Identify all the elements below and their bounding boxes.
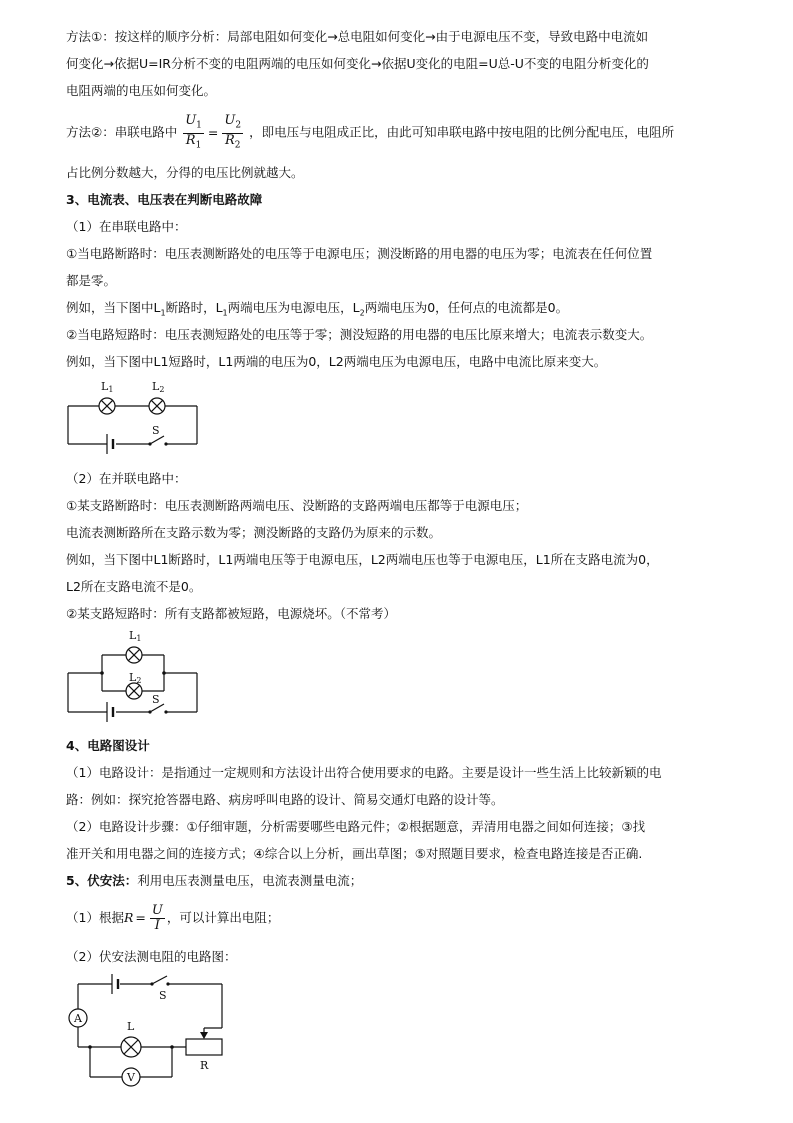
switch-s-label: S <box>152 693 160 706</box>
voltmeter-label: V <box>127 1071 135 1084</box>
method1-line2: 何变化→依据U=IR分析不变的电阻两端的电压如何变化→依据U变化的电阻=U总-U不变的电阻分析变化的 <box>66 56 649 71</box>
section5-p1: （1）根据R = $\frac{U}{I}$ ，可以计算出电阻； <box>66 903 280 933</box>
section4-p1b: 路：例如：探究抢答器电路、病房呼叫电路的设计、简易交通灯电路的设计等。 <box>66 792 504 807</box>
section3-example1: 例如，当下图中$L_1$断路时，$L_1$两端电压为电源电压，$L_2$两端电压为0，任何点的电流都是0。 <box>66 300 569 318</box>
lamp-l2-label: L2 <box>129 671 142 685</box>
section4-title: 4、电路图设计 <box>66 738 150 753</box>
method1-line1: 方法①：按这样的顺序分析：局部电阻如何变化→总电阻如何变化→由于电源电压不变，导致电路中电流如 <box>66 29 649 44</box>
section4-p2a: （2）电路设计步骤：①仔细审题，分析需要哪些电路元件；②根据题意，弄清用电器之间如何连接；③找 <box>66 819 646 834</box>
voltammetry-circuit-diagram <box>60 972 235 1090</box>
section3-example3a: 例如，当下图中L1断路时，L1两端电压等于电源电压，L2两端电压也等于电源电压，L1所在支路电流为0， <box>66 552 659 567</box>
section4-p2b: 准开关和用电器之间的连接方式；④综合以上分析，画出草图；⑤对照题目要求，检查电路连接是否正确. <box>66 846 643 861</box>
method2-line2: 占比例分数越大，分得的电压比例就越大。 <box>66 165 304 180</box>
section3-p4: ②某支路短路时：所有支路都被短路，电源烧坏。（不常考） <box>66 606 396 621</box>
series-circuit-diagram <box>60 378 210 453</box>
section3-p2: ②当电路短路时：电压表测短路处的电压等于零；测没短路的用电器的电压比原来增大；电流表示数变大。 <box>66 327 653 342</box>
lamp-l2-label: L2 <box>152 380 165 394</box>
lamp-l1-label: L1 <box>101 380 114 394</box>
method2-prefix: 方法②：串联电路中 <box>66 124 178 140</box>
parallel-circuit-diagram <box>60 628 210 726</box>
section3-sub1: （1）在串联电路中： <box>66 219 187 234</box>
section3-example3b: L2所在支路电流不是0。 <box>66 579 202 594</box>
section5-p2: （2）伏安法测电阻的电路图： <box>66 949 237 964</box>
section3-example2: 例如，当下图中L1短路时，L1两端的电压为0，L2两端电压为电源电压，电路中电流比原来变大。 <box>66 354 607 369</box>
section4-p1a: （1）电路设计：是指通过一定规则和方法设计出符合使用要求的电路。主要是设计一些生活上比较新颖的电 <box>66 765 662 780</box>
method2-suffix: ，即电压与电阻成正比，由此可知串联电路中按电阻的比例分配电压，电阻所 <box>249 124 675 140</box>
lamp-l1-label: L1 <box>129 629 142 643</box>
section3-p3b: 电流表测断路所在支路示数为零；测没断路的支路仍为原来的示数。 <box>66 525 442 540</box>
section5-title-line <box>66 872 362 890</box>
equals-sign: = <box>207 124 219 140</box>
fraction-u-over-i: $\frac{U}{I}$ <box>151 903 163 933</box>
ammeter-label: A <box>74 1012 82 1025</box>
method1-line3: 电阻两端的电压如何变化。 <box>66 83 217 98</box>
section3-title: 3、电流表、电压表在判断电路故障 <box>66 192 263 207</box>
section3-p1a: ①当电路断路时：电压表测断路处的电压等于电源电压；测没断路的用电器的电压为零；电流表在任何位置 <box>66 246 653 261</box>
section3-sub2: （2）在并联电路中： <box>66 471 187 486</box>
section5-title-rest: 利用电压表测量电压，电流表测量电流； <box>137 873 363 888</box>
lamp-l-label: L <box>127 1020 135 1033</box>
section5-title: 5、伏安法： <box>66 873 138 888</box>
rheostat-label: R <box>200 1059 209 1072</box>
section3-p3a: ①某支路断路时：电压表测断路两端电压、没断路的支路两端电压都等于电源电压； <box>66 498 528 513</box>
method2-line1 <box>66 114 674 152</box>
fraction-u1-r1: $\frac{U_1}{R_1}$ <box>185 113 202 151</box>
switch-s-label: S <box>152 424 160 437</box>
fraction-u2-r2: $\frac{U_2}{R_2}$ <box>224 113 242 151</box>
switch-s-label: S <box>159 989 167 1002</box>
section3-p1b: 都是零。 <box>66 273 117 288</box>
formula-r: R <box>123 910 134 925</box>
